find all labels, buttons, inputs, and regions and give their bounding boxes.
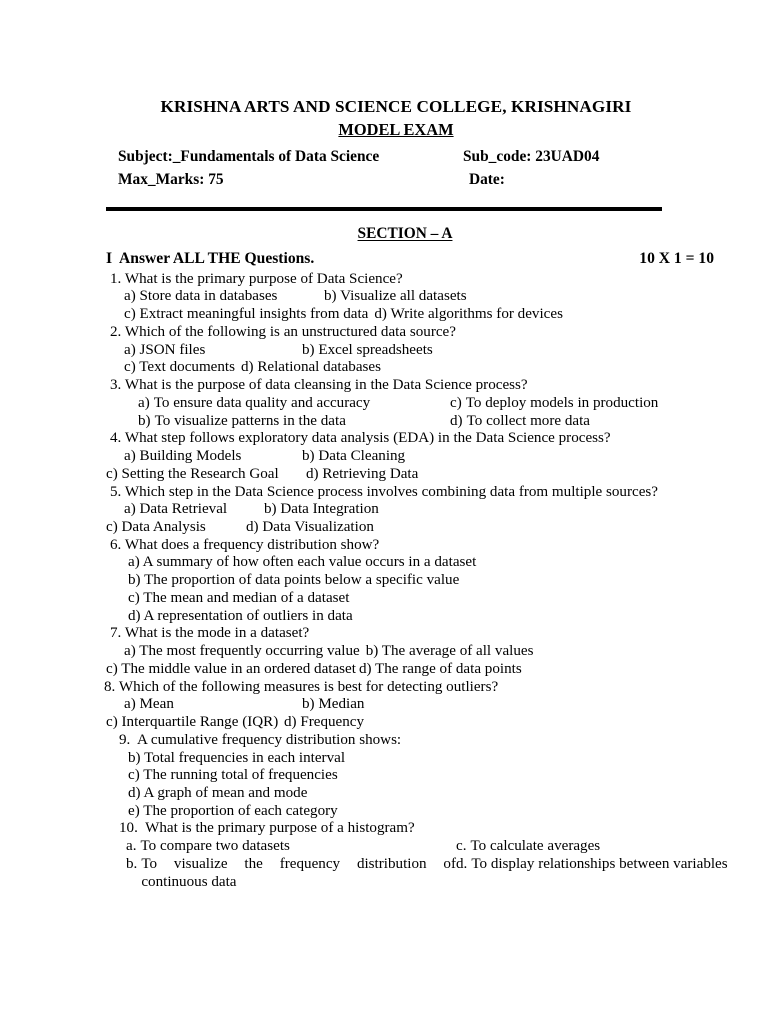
option-row [0, 466, 768, 484]
option-d [450, 413, 730, 431]
question-item [0, 430, 768, 483]
option-c-text: To deploy models in production [465, 394, 659, 411]
subject-value: Fundamentals of Data Science [180, 148, 380, 166]
option-d: d) Write algorithms for devices [374, 306, 563, 323]
section-heading [0, 225, 768, 243]
document-header [0, 0, 768, 211]
option-c [450, 395, 730, 413]
section-title: SECTION – A [357, 224, 453, 242]
question-item [0, 484, 768, 537]
max-marks-value: 75 [208, 170, 224, 188]
option-c: c) Extract meaningful insights from data [124, 306, 369, 323]
option-c-marker: c) [450, 394, 462, 411]
sub-code-label: Sub_code: [463, 148, 536, 166]
option-column-left [126, 838, 456, 891]
option-row [0, 714, 768, 732]
option-b-marker: b) [138, 412, 151, 429]
option-a: a) Data Retrieval [124, 501, 228, 518]
option-b: b) Data Cleaning [302, 448, 406, 465]
question-stem: 8. Which of the following measures is best for detecting outliers? [104, 678, 499, 695]
option-b: b) Data Integration [264, 501, 379, 518]
option-b [138, 413, 450, 431]
meta-row-marks [118, 169, 738, 191]
option-c: c) Setting the Research Goal [106, 465, 279, 482]
option-b: b) Excel spreadsheets [302, 341, 433, 358]
option-c: c) Interquartile Range (IQR) [106, 714, 279, 731]
max-marks-field [118, 169, 463, 191]
marks-allocation: 10 X 1 = 10 [639, 249, 714, 267]
option-b-text: To visualize patterns in the data [154, 412, 346, 429]
option-d-marker: d) [450, 412, 463, 429]
option-row [0, 519, 768, 537]
date-label: Date: [469, 170, 505, 188]
option-row [0, 643, 768, 661]
option-b [126, 856, 456, 891]
option-d: d) Data Visualization [246, 518, 374, 535]
questions-list [0, 271, 768, 892]
exam-title-text: MODEL EXAM [338, 120, 454, 140]
option-row [0, 501, 768, 519]
option-d: d) Relational databases [241, 359, 381, 376]
option-b-marker: b. [126, 855, 138, 872]
question-stem: 10. What is the primary purpose of a histogram? [119, 820, 415, 837]
option-a [138, 395, 450, 413]
question-item [0, 625, 768, 678]
question-item [0, 732, 768, 821]
option-a-marker: a. [126, 838, 137, 855]
option-b: b) Total frequencies in each interval [128, 749, 346, 766]
meta-row-subject [118, 146, 738, 168]
option-b: b) Median [302, 696, 365, 713]
college-name: KRISHNA ARTS AND SCIENCE COLLEGE, KRISHNAGIRI [160, 97, 632, 116]
option-columns [0, 838, 768, 891]
question-item [0, 324, 768, 377]
option-d: d) A graph of mean and mode [128, 784, 308, 801]
question-stem: 3. What is the purpose of data cleansing in the Data Science process? [110, 377, 528, 394]
option-columns [0, 395, 768, 430]
question-stem: 2. Which of the following is an unstructured data source? [110, 323, 456, 340]
option-a: a) JSON files [124, 341, 206, 358]
subject-label: Subject:_ [118, 148, 181, 166]
question-item [0, 537, 768, 626]
exam-title [0, 119, 768, 140]
option-d: d) A representation of outliers in data [128, 607, 353, 624]
option-a-text: To ensure data quality and accuracy [153, 394, 371, 411]
question-item [0, 820, 768, 891]
option-a: a) Building Models [124, 448, 242, 465]
option-a-marker: a) [138, 394, 150, 411]
question-item [0, 377, 768, 430]
option-c-text: To calculate averages [470, 838, 601, 855]
max-marks-label: Max_Marks: [118, 170, 209, 188]
sub-code-field [463, 146, 599, 168]
sub-code-value: 23UAD04 [535, 148, 600, 166]
question-item [0, 271, 768, 324]
option-c: c) Data Analysis [106, 518, 206, 535]
option-column-right [450, 395, 730, 430]
option-a: a) The most frequently occurring value [124, 643, 360, 660]
option-row [0, 306, 768, 324]
option-c-marker: c. [456, 838, 467, 855]
option-column-right [456, 838, 736, 891]
question-stem: 4. What step follows exploratory data analysis (EDA) in the Data Science process? [110, 430, 611, 447]
question-stem: 9. A cumulative frequency distribution shows: [119, 731, 402, 748]
option-e: e) The proportion of each category [128, 802, 338, 819]
question-stem: 5. Which step in the Data Science process involves combining data from multiple sources? [110, 483, 658, 500]
date-field [463, 169, 505, 191]
option-c: c) The middle value in an ordered dataset [106, 660, 356, 677]
question-stem: 1. What is the primary purpose of Data Science? [110, 270, 403, 287]
option-row [0, 288, 768, 306]
exam-meta-block [0, 146, 768, 190]
instruction-text: I Answer ALL THE Questions. [106, 249, 315, 267]
option-d: d) Retrieving Data [306, 465, 419, 482]
option-a: a) Store data in databases [124, 288, 278, 305]
option-b: b) The proportion of data points below a specific value [128, 572, 460, 589]
option-a: a) A summary of how often each value occurs in a dataset [128, 554, 477, 571]
instruction-row [0, 250, 768, 268]
option-row [0, 661, 768, 679]
option-c: c) Text documents [124, 359, 235, 376]
question-stem: 7. What is the mode in a dataset? [110, 625, 310, 642]
option-row [0, 448, 768, 466]
option-b: b) Visualize all datasets [324, 288, 467, 305]
option-row [0, 696, 768, 714]
option-a [126, 838, 456, 856]
option-d-text: To display relationships between variables [471, 855, 728, 872]
question-stem: 6. What does a frequency distribution show? [110, 536, 380, 553]
option-c [456, 838, 736, 856]
option-a: a) Mean [124, 696, 174, 713]
option-d: d) Frequency [284, 714, 365, 731]
option-a-text: To compare two datasets [140, 838, 290, 855]
option-c: c) The running total of frequencies [128, 767, 338, 784]
option-d: d) The range of data points [358, 660, 522, 677]
option-b-text: To visualize the frequency distribution of continuous data [141, 855, 456, 890]
header-divider-rule [106, 207, 662, 211]
option-b: b) The average of all values [365, 643, 534, 660]
option-d [456, 856, 736, 874]
option-row [0, 359, 768, 377]
option-d-text: To collect more data [466, 412, 590, 429]
option-d-marker: d. [456, 855, 468, 872]
option-row [0, 342, 768, 360]
question-item [0, 679, 768, 732]
option-column-left [138, 395, 450, 430]
subject-field [118, 146, 463, 168]
option-c: c) The mean and median of a dataset [128, 589, 350, 606]
